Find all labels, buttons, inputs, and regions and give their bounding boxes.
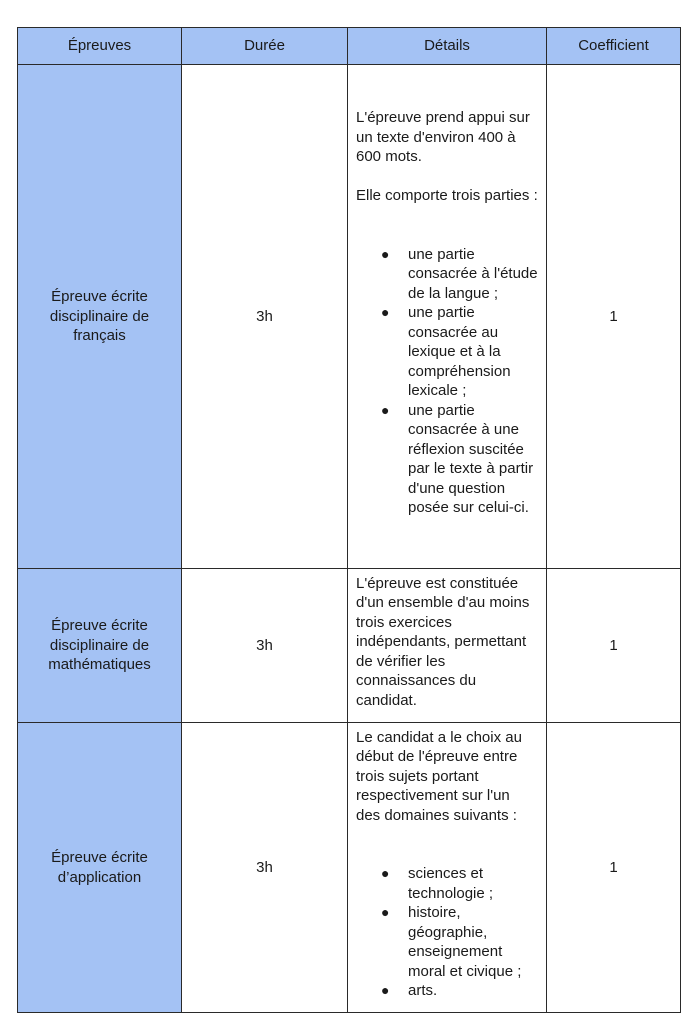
bullet-icon: ● xyxy=(381,865,390,881)
list-item-text: une partie consacrée à l'étude de la langue ; xyxy=(408,245,538,302)
list-item-text: sciences et technologie ; xyxy=(408,865,494,902)
exam-name: Épreuve écrite d’application xyxy=(18,723,182,1013)
exam-duration: 3h xyxy=(182,723,348,1013)
exam-duration: 3h xyxy=(182,569,348,723)
list-item-text: une partie consacrée au lexique et à la compréhension lexicale ; xyxy=(408,304,511,400)
list-item xyxy=(381,903,538,981)
exam-duration: 3h xyxy=(182,65,348,569)
bullet-icon: ● xyxy=(381,904,390,920)
header-duree: Durée xyxy=(182,28,348,65)
exam-details xyxy=(348,569,547,723)
bullet-icon: ● xyxy=(381,982,390,998)
details-paragraph: Elle comporte trois parties : xyxy=(356,187,538,205)
exam-details xyxy=(348,65,547,569)
bullet-icon: ● xyxy=(381,304,390,321)
header-details: Détails xyxy=(348,28,547,65)
list-item xyxy=(381,981,538,1001)
bullet-icon: ● xyxy=(381,401,390,418)
table-row xyxy=(18,569,681,723)
details-paragraph: Le candidat a le choix au début de l'épreuve entre trois sujets portant respectivement sur l'un des domaines suivants : xyxy=(356,728,522,824)
list-item xyxy=(381,401,538,518)
exam-details xyxy=(348,723,547,1013)
exam-name: Épreuve écrite disciplinaire de français xyxy=(18,65,182,569)
list-item-text: une partie consacrée à une réflexion suscitée par le texte à partir d'une question posée sur celui-ci. xyxy=(408,401,534,517)
details-paragraph: L'épreuve est constituée d'un ensemble d'au moins trois exercices indépendants, permettant de vérifier les connaissances du candidat. xyxy=(356,574,530,709)
list-item-text: histoire, géographie, enseignement moral et civique ; xyxy=(408,904,522,980)
list-item xyxy=(381,864,538,903)
header-row xyxy=(18,28,681,65)
details-list xyxy=(356,864,538,1001)
table-row xyxy=(18,65,681,569)
details-paragraph: L'épreuve prend appui sur un texte d'environ 400 à 600 mots. xyxy=(356,109,530,166)
bullet-icon: ● xyxy=(381,245,390,262)
exam-coefficient: 1 xyxy=(547,569,681,723)
exam-name: Épreuve écrite disciplinaire de mathématiques xyxy=(18,569,182,723)
exam-coefficient: 1 xyxy=(547,723,681,1013)
exam-coefficient: 1 xyxy=(547,65,681,569)
list-item-text: arts. xyxy=(408,982,438,999)
table-row xyxy=(18,723,681,1013)
header-epreuves: Épreuves xyxy=(18,28,182,65)
header-coefficient: Coefficient xyxy=(547,28,681,65)
list-item xyxy=(381,303,538,401)
exams-table xyxy=(17,27,681,1013)
details-list xyxy=(356,245,538,518)
list-item xyxy=(381,245,538,304)
